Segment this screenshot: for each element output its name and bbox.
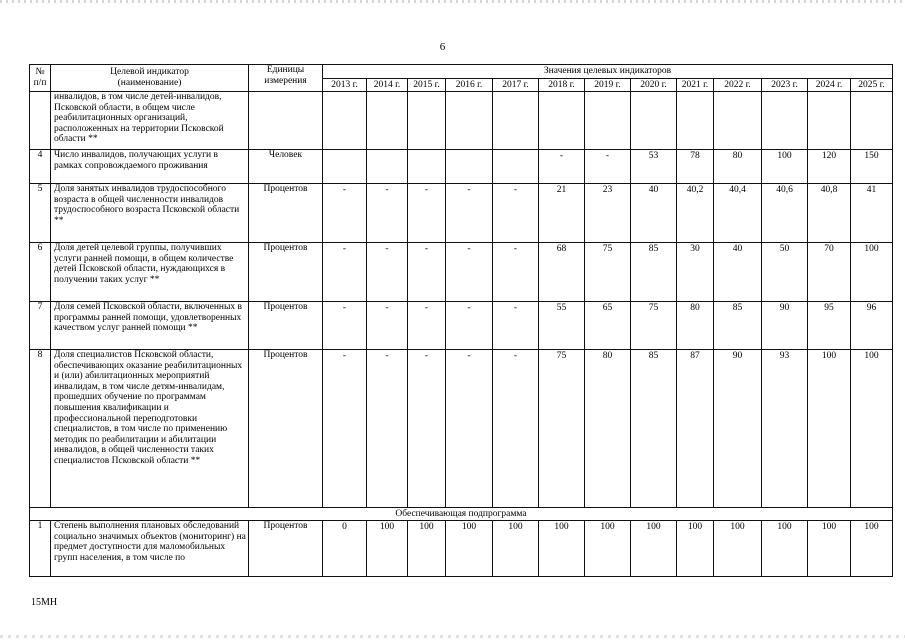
table-row — [30, 521, 893, 577]
value-cell — [539, 92, 585, 150]
value-cell: - — [367, 243, 408, 302]
value-cell: - — [408, 302, 446, 350]
value-cell: - — [446, 302, 493, 350]
value-cell: 75 — [539, 350, 585, 508]
table-row — [30, 184, 893, 243]
value-cell: 40,2 — [677, 184, 714, 243]
subprogram-row — [30, 508, 893, 521]
header-year: 2014 г. — [367, 79, 408, 92]
value-cell: 50 — [762, 243, 808, 302]
value-cell: 65 — [585, 302, 631, 350]
indicators-table — [29, 64, 893, 577]
value-cell: 80 — [585, 350, 631, 508]
value-cell: - — [446, 184, 493, 243]
value-cell — [808, 92, 851, 150]
scan-artifact-bottom — [0, 635, 905, 638]
header-indicator: Целевой индикатор (наименование) — [51, 65, 249, 92]
value-cell — [851, 92, 893, 150]
value-cell: - — [367, 184, 408, 243]
value-cell — [714, 92, 762, 150]
value-cell: - — [539, 150, 585, 184]
value-cell: 100 — [539, 521, 585, 577]
value-cell: 85 — [631, 350, 677, 508]
value-cell: - — [408, 184, 446, 243]
unit-cell: Процентов — [249, 184, 323, 243]
header-year: 2021 г. — [677, 79, 714, 92]
value-cell: 40,8 — [808, 184, 851, 243]
value-cell — [762, 92, 808, 150]
value-cell: 100 — [367, 521, 408, 577]
value-cell: 100 — [714, 521, 762, 577]
value-cell — [585, 92, 631, 150]
value-cell: 150 — [851, 150, 893, 184]
value-cell — [408, 150, 446, 184]
value-cell: 100 — [851, 243, 893, 302]
unit-cell: Процентов — [249, 350, 323, 508]
value-cell: - — [493, 243, 539, 302]
value-cell — [677, 92, 714, 150]
header-year: 2015 г. — [408, 79, 446, 92]
value-cell: 80 — [714, 150, 762, 184]
value-cell: 100 — [808, 350, 851, 508]
value-cell: - — [323, 350, 367, 508]
value-cell: - — [493, 184, 539, 243]
value-cell — [323, 92, 367, 150]
value-cell: 100 — [493, 521, 539, 577]
header-year: 2019 г. — [585, 79, 631, 92]
value-cell: 95 — [808, 302, 851, 350]
indicator-name: Доля специалистов Псковской области, обеспечивающих оказание реабилитационных и (или) абилитационных мероприятий инвалидам, в том числе детям-инвалидам, прошедших обучение по программам повышения квалификации и профессиональной переподготовки специалистов, в том числе по применению методик по реабилитации и абилитации инвалидов, в общей численности таких специалистов Псковской области ** — [51, 350, 249, 508]
value-cell — [367, 150, 408, 184]
value-cell: 120 — [808, 150, 851, 184]
header-year: 2025 г. — [851, 79, 893, 92]
value-cell: - — [446, 243, 493, 302]
header-year: 2020 г. — [631, 79, 677, 92]
value-cell: - — [408, 243, 446, 302]
value-cell: - — [323, 184, 367, 243]
value-cell: 90 — [714, 350, 762, 508]
value-cell — [408, 92, 446, 150]
value-cell: 100 — [446, 521, 493, 577]
header-year: 2018 г. — [539, 79, 585, 92]
value-cell: 96 — [851, 302, 893, 350]
value-cell: 87 — [677, 350, 714, 508]
footer-code: 15МН — [31, 597, 58, 608]
value-cell: 100 — [851, 521, 893, 577]
value-cell: - — [585, 150, 631, 184]
row-number: 7 — [30, 302, 51, 350]
value-cell: 40,6 — [762, 184, 808, 243]
indicator-name: Число инвалидов, получающих услуги в рамках сопровождаемого проживания — [51, 150, 249, 184]
value-cell: 100 — [677, 521, 714, 577]
value-cell: - — [493, 350, 539, 508]
header-year: 2016 г. — [446, 79, 493, 92]
value-cell — [367, 92, 408, 150]
indicator-name: инвалидов, в том числе детей-инвалидов, Псковской области, в общем числе реабилитационных организаций, расположенных на территории Псковской области ** — [51, 92, 249, 150]
row-number: 5 — [30, 184, 51, 243]
scan-artifact-top — [0, 0, 905, 3]
value-cell: 23 — [585, 184, 631, 243]
value-cell: 100 — [408, 521, 446, 577]
header-year: 2017 г. — [493, 79, 539, 92]
value-cell: 75 — [585, 243, 631, 302]
header-no: № п/п — [30, 65, 51, 92]
header-year: 2024 г. — [808, 79, 851, 92]
unit-cell: Процентов — [249, 521, 323, 577]
value-cell: 21 — [539, 184, 585, 243]
value-cell: - — [493, 302, 539, 350]
value-cell: 100 — [808, 521, 851, 577]
value-cell — [446, 150, 493, 184]
value-cell — [493, 92, 539, 150]
table-row — [30, 150, 893, 184]
value-cell: 100 — [762, 150, 808, 184]
indicator-name: Степень выполнения плановых обследований социально значимых объектов (мониторинг) на предмет доступности для маломобильных групп населения, в том числе по — [51, 521, 249, 577]
value-cell: 78 — [677, 150, 714, 184]
row-number: 4 — [30, 150, 51, 184]
indicator-name: Доля занятых инвалидов трудоспособного возраста в общей численности инвалидов трудоспособного возраста Псковской области ** — [51, 184, 249, 243]
value-cell: 55 — [539, 302, 585, 350]
table-row — [30, 92, 893, 150]
value-cell: 41 — [851, 184, 893, 243]
row-number — [30, 92, 51, 150]
value-cell: - — [367, 302, 408, 350]
header-unit: Единицы измерения — [249, 65, 323, 92]
value-cell: 100 — [762, 521, 808, 577]
value-cell: 90 — [762, 302, 808, 350]
unit-cell: Человек — [249, 150, 323, 184]
page-number: 6 — [439, 41, 446, 53]
value-cell: - — [446, 350, 493, 508]
row-number: 6 — [30, 243, 51, 302]
row-number: 8 — [30, 350, 51, 508]
value-cell — [323, 150, 367, 184]
value-cell: 40 — [631, 184, 677, 243]
value-cell: 68 — [539, 243, 585, 302]
table-row — [30, 302, 893, 350]
header-year: 2013 г. — [323, 79, 367, 92]
header-values-group: Значения целевых индикаторов — [323, 65, 893, 79]
value-cell — [446, 92, 493, 150]
value-cell: 85 — [714, 302, 762, 350]
table-row — [30, 243, 893, 302]
unit-cell: Процентов — [249, 243, 323, 302]
value-cell: 40 — [714, 243, 762, 302]
value-cell: 85 — [631, 243, 677, 302]
value-cell: 70 — [808, 243, 851, 302]
value-cell: 0 — [323, 521, 367, 577]
value-cell — [493, 150, 539, 184]
value-cell: 30 — [677, 243, 714, 302]
table-row — [30, 350, 893, 508]
value-cell: 93 — [762, 350, 808, 508]
value-cell: 100 — [851, 350, 893, 508]
unit-cell — [249, 92, 323, 150]
indicator-name: Доля семей Псковской области, включенных в программы ранней помощи, удовлетворенных качеством услуг ранней помощи ** — [51, 302, 249, 350]
row-number: 1 — [30, 521, 51, 577]
value-cell: - — [367, 350, 408, 508]
value-cell: 75 — [631, 302, 677, 350]
value-cell: 80 — [677, 302, 714, 350]
subprogram-title: Обеспечивающая подпрограмма — [30, 508, 893, 521]
value-cell: 100 — [585, 521, 631, 577]
value-cell — [631, 92, 677, 150]
value-cell: 40,4 — [714, 184, 762, 243]
value-cell: - — [323, 243, 367, 302]
header-year: 2022 г. — [714, 79, 762, 92]
value-cell: 53 — [631, 150, 677, 184]
unit-cell: Процентов — [249, 302, 323, 350]
header-year: 2023 г. — [762, 79, 808, 92]
indicator-name: Доля детей целевой группы, получивших услуги ранней помощи, в общем количестве детей Псковской области, нуждающихся в получении таких услуг ** — [51, 243, 249, 302]
value-cell: 100 — [631, 521, 677, 577]
value-cell: - — [408, 350, 446, 508]
value-cell: - — [323, 302, 367, 350]
